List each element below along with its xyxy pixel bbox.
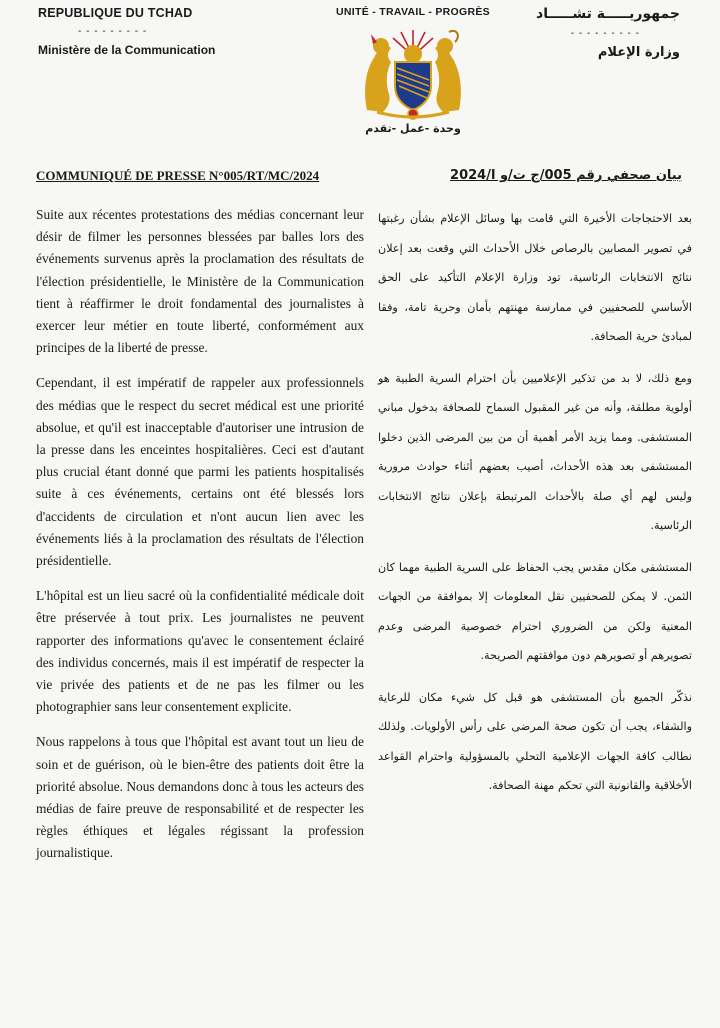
header-right <box>480 6 680 60</box>
paragraph-fr-2: Cependant, il est impératif de rappeler aux professionnels des médias que le respect du secret médical est une priorité absolue, et qu'il est inacceptable d'autoriser une intrusion de la presse dans les enceintes hospitalières. Ceci est d'autant plus crucial étant donné que parmi les patients hospitalisés suite à ces événements, certains ont été blessés lors d'accidents de circulation et n'ont aucun lien avec les événements liés à la proclamation des résultats de l'élection présidentielle. <box>36 375 364 569</box>
country-name-ar: جمهوريـــــة تشـــــاد <box>536 6 680 22</box>
ministry-name-ar: وزارة الإعلام <box>597 45 680 60</box>
press-release-title-fr: COMMUNIQUÉ DE PRESSE N°005/RT/MC/2024 <box>36 168 320 183</box>
national-motto-ar: وحدة -عمل -تقدم <box>365 122 461 135</box>
body-column-ar <box>378 204 692 813</box>
header-left <box>38 6 288 57</box>
paragraph-ar-3: المستشفى مكان مقدس يجب الحفاظ على السرية الطبية مهما كان الثمن. لا يمكن للصحفيين نقل المعلومات إلا بموافقة من الجهات المعنية ولكن من الضروري احترام خصوصية المرضى وعدم تصويرهم أو تصويرهم دون موافقتهم الصريحة. <box>378 560 692 662</box>
paragraph-ar-1: بعد الاحتجاجات الأخيرة التي قامت بها وسائل الإعلام بشأن رغبتها في تصوير المصابين بالرصاص خلال الأحداث التي وقعت بعد إعلان نتائج الانتخابات الرئاسية، تود وزارة الإعلام التأكيد على الحق الأساسي للصحفيين في ممارسة مهنتهم بأمان وحرية تامة، وفقا لمبادئ حرية الصحافة. <box>378 212 692 343</box>
country-name-fr: REPUBLIQUE DU TCHAD <box>38 6 193 20</box>
paragraph-ar-4: نذكّر الجميع بأن المستشفى هو قبل كل شيء مكان للرعاية والشفاء، يجب أن تكون صحة المرضى على رأس الأولويات. ولذلك نطالب كافة الجهات الإعلامية التحلي بالمسؤولية واحترام القواعد الأخلاقية والقانونية التي تحكم مهنة الصحافة. <box>378 690 692 792</box>
paragraph-fr-1: Suite aux récentes protestations des médias concernant leur désir de filmer les personnes blessées par balles lors des événements survenus après la proclamation des résultats de l'élection présidentielle, le Ministère de la Communication tient à réaffirmer le droit fondamental des journalistes à exercer leur métier en toute liberté, conformément aux principes de la liberté de presse. <box>36 207 364 356</box>
coat-of-arms-icon <box>357 22 469 120</box>
press-release-title-ar: بيان صحفي رقم 005/ج ت/و ا/2024 <box>450 168 682 183</box>
header-separator-right: - - - - - - - - - <box>570 28 640 39</box>
ministry-name-fr: Ministère de la Communication <box>38 43 216 57</box>
national-motto-fr: UNITÉ - TRAVAIL - PROGRÈS <box>336 6 490 18</box>
paragraph-ar-2: ومع ذلك، لا بد من تذكير الإعلاميين بأن احترام السرية الطبية هو أولوية مطلقة، وأنه من غير المقبول السماح للصحافة بدخول مباني المستشفى. ومما يزيد الأمر أهمية أن من بين المرضى الذين دخلوا المستشفى بعد هذه الأحداث، أصيب بعضهم أثناء حوادث مرورية وليس لهم أي صلة بالأحداث المرتبطة بإعلان نتائج الانتخابات الرئاسية. <box>378 371 692 532</box>
body-column-fr <box>36 204 364 878</box>
header-separator-left: - - - - - - - - - <box>78 26 148 37</box>
paragraph-fr-3: L'hôpital est un lieu sacré où la confidentialité médicale doit être préservée à tout prix. Les journalistes ne peuvent rapporter des informations qu'avec le consentement éclairé des individus concernés, mais il est impératif de respecter la vie privée des patients et de ne pas les filmer ou les photographier sans leur consentement explicite. <box>36 588 364 715</box>
paragraph-fr-4: Nous rappelons à tous que l'hôpital est avant tout un lieu de soin et de guérison, où le bien-être des patients doit être la priorité absolue. Nous demandons donc à tous les acteurs des médias de faire preuve de responsabilité et de respecter les règles éthiques et légales régissant la profession journalistique. <box>36 734 364 861</box>
